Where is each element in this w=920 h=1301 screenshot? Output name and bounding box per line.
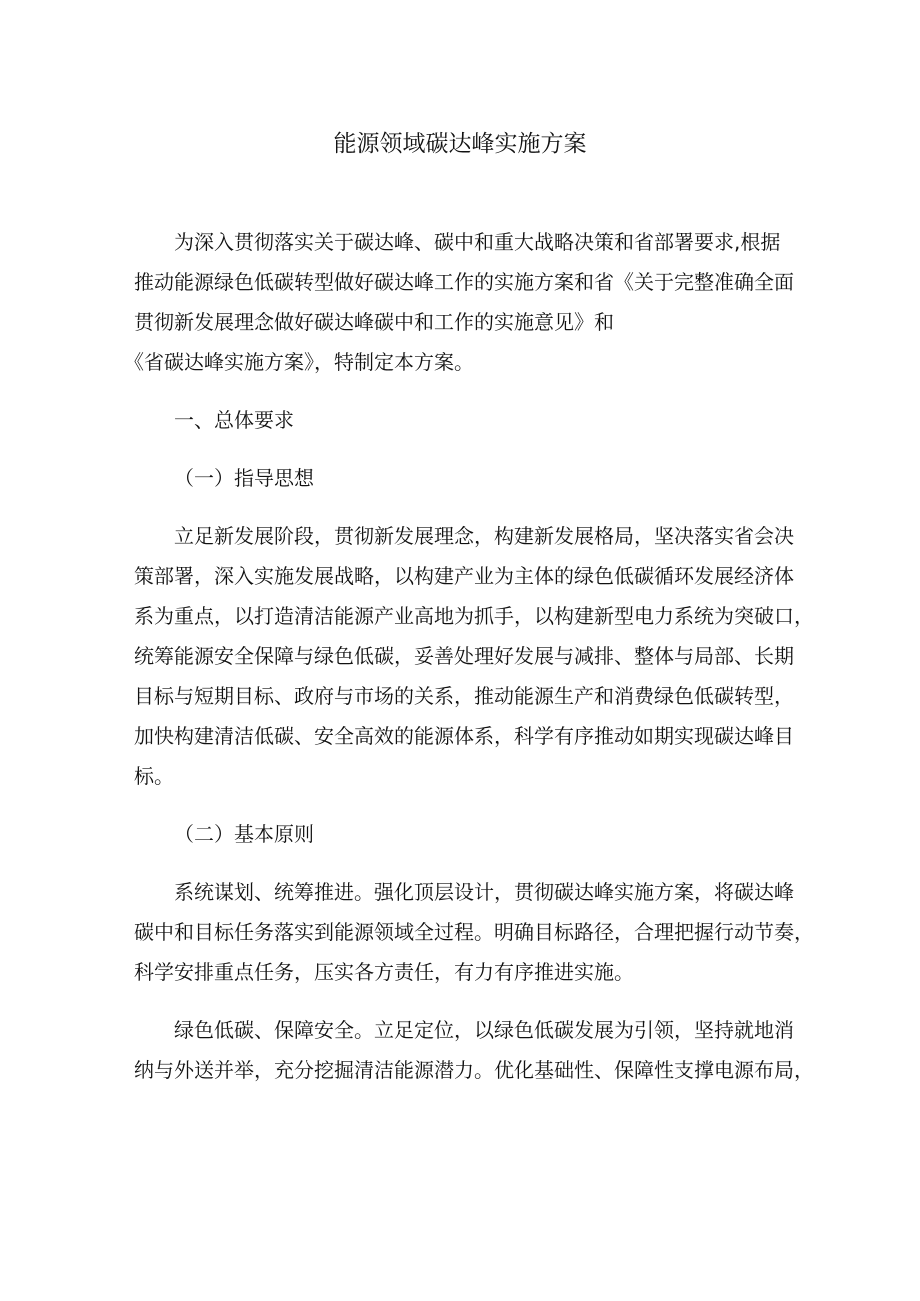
paragraph-line: 统筹能源安全保障与绿色低碳，妥善处理好发展与减排、整体与局部、长期 [134,644,794,668]
principle-paragraph-green-low-carbon [134,1010,814,1090]
paragraph-line: 系为重点，以打造清洁能源产业高地为抓手，以构建新型电力系统为突破口， [134,604,814,628]
paragraph-line: 科学安排重点任务，压实各方责任，有力有序推进实施。 [134,960,634,984]
paragraph-line: 标。 [134,764,174,788]
subsection-heading-basic-principles: （二）基本原则 [174,822,314,846]
subsection-heading-guiding-ideology: （一）指导思想 [174,466,314,490]
paragraph-line: 目标与短期目标、政府与市场的关系，推动能源生产和消费绿色低碳转型， [134,684,794,708]
paragraph-line: 立足新发展阶段，贯彻新发展理念，构建新发展格局，坚决落实省会决 [174,524,794,548]
paragraph-line: 绿色低碳、保障安全。立足定位，以绿色低碳发展为引领，坚持就地消 [174,1018,794,1042]
document-body [124,222,814,1108]
intro-line: 推动能源绿色低碳转型做好碳达峰工作的实施方案和省《关于完整准确全面 [134,270,794,294]
section-heading-overall-requirements: 一、总体要求 [174,408,294,432]
principle-paragraph-systematic-planning [134,872,814,992]
paragraph-line: 碳中和目标任务落实到能源领域全过程。明确目标路径，合理把握行动节奏， [134,920,814,944]
intro-line: 《省碳达峰实施方案》，特制定本方案。 [124,350,474,374]
paragraph-line: 系统谋划、统筹推进。强化顶层设计，贯彻碳达峰实施方案，将碳达峰 [174,880,794,904]
paragraph-line: 策部署，深入实施发展战略，以构建产业为主体的绿色低碳循环发展经济体 [134,564,794,588]
intro-line: 贯彻新发展理念做好碳达峰碳中和工作的实施意见》和 [134,310,614,334]
guiding-ideology-paragraph [134,516,814,796]
intro-line: 为深入贯彻落实关于碳达峰、碳中和重大战略决策和省部署要求,根据 [174,230,781,254]
paragraph-line: 加快构建清洁低碳、安全高效的能源体系，科学有序推动如期实现碳达峰目 [134,724,794,748]
intro-paragraph [124,222,814,382]
paragraph-line: 纳与外送并举，充分挖掘清洁能源潜力。优化基础性、保障性支撑电源布局， [134,1058,814,1082]
document-title: 能源领域碳达峰实施方案 [333,131,587,157]
